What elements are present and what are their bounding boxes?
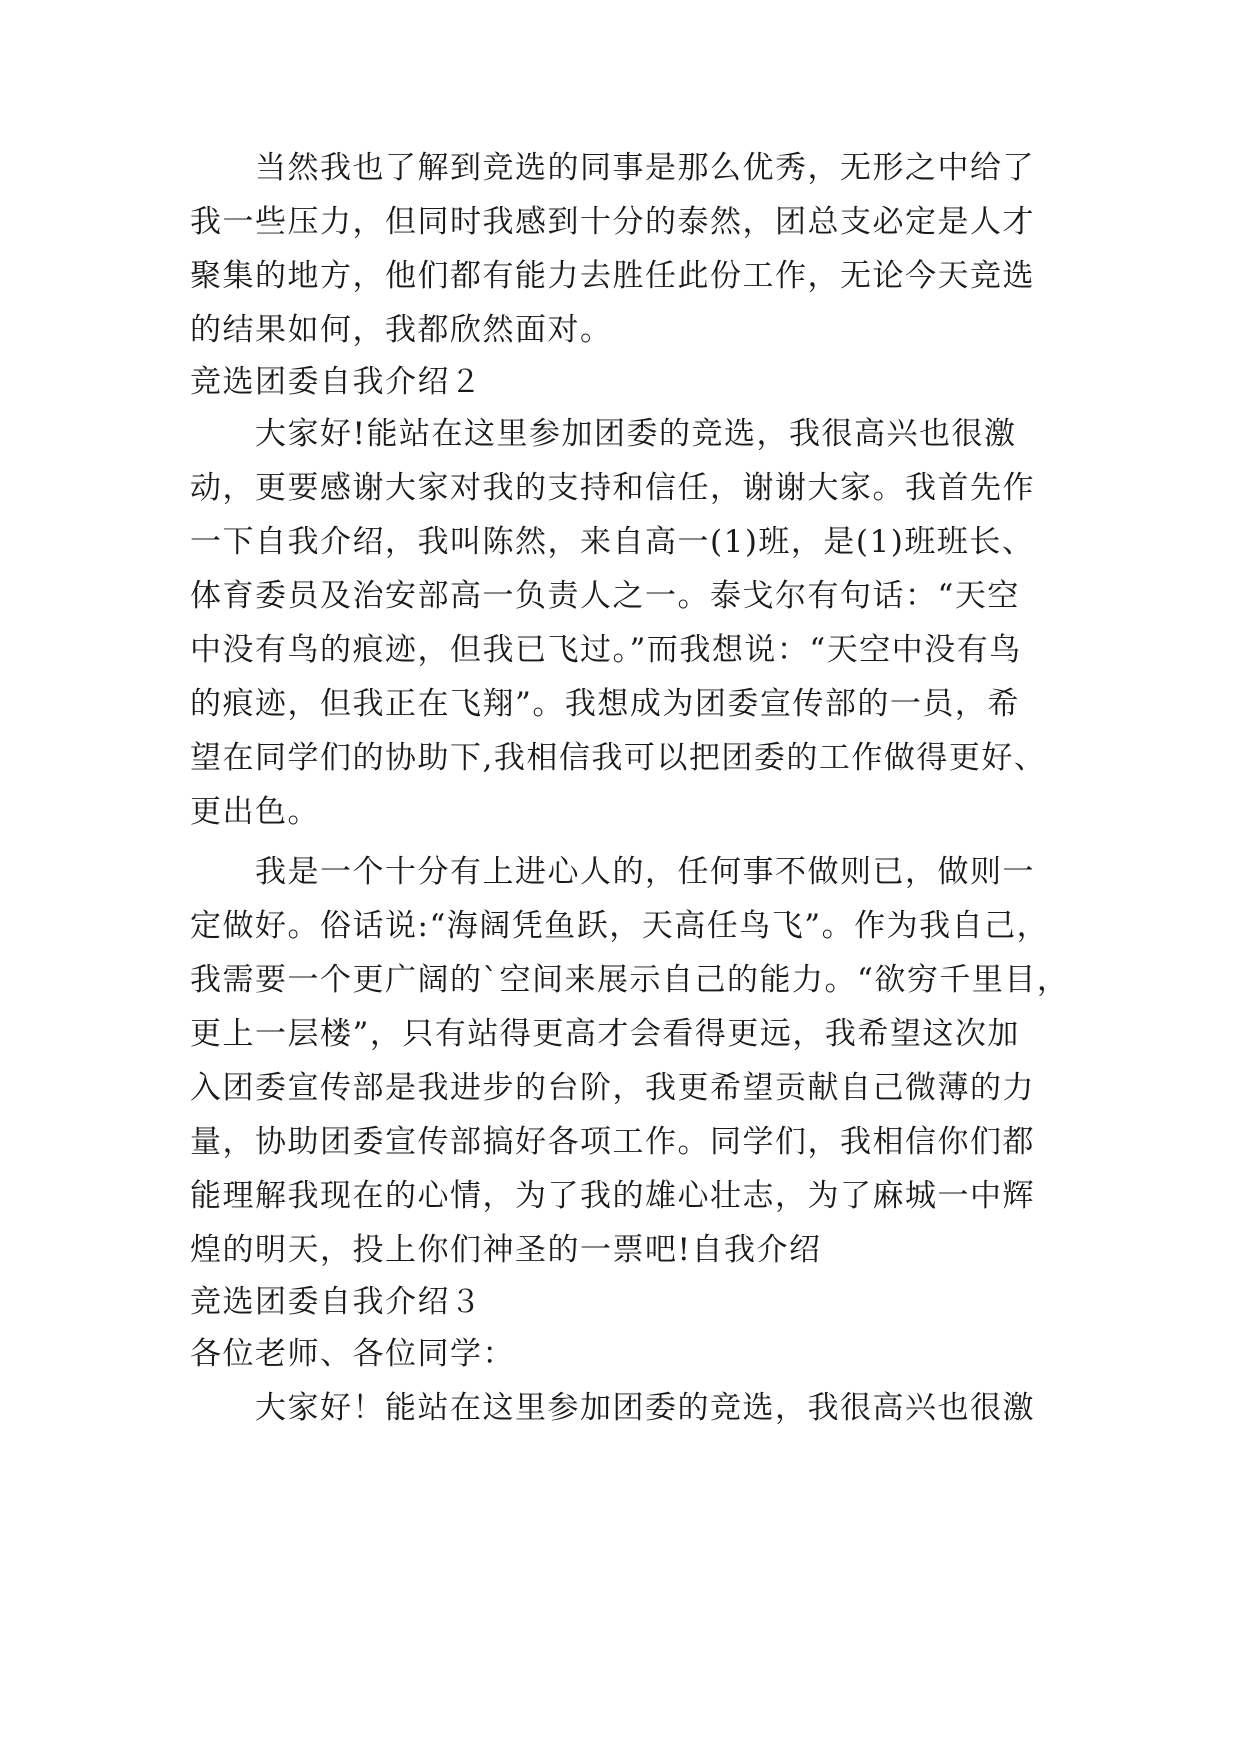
paragraph-line: 煌的明天，投上你们神圣的一票吧!自我介绍 <box>190 1232 822 1268</box>
paragraph-line: 我是一个十分有上进心人的，任何事不做则已，做则一 <box>255 854 1035 890</box>
paragraph-line: 中没有鸟的痕迹，但我已飞过。”而我想说：“天空中没有鸟 <box>190 632 1022 668</box>
paragraph-line: 的结果如何，我都欣然面对。 <box>190 312 613 348</box>
paragraph-line: 望在同学们的协助下,我相信我可以把团委的工作做得更好、 <box>190 740 1047 776</box>
paragraph-line: 更上一层楼”，只有站得更高才会看得更远，我希望这次加 <box>190 1016 1020 1052</box>
paragraph-line: 更出色。 <box>190 794 320 830</box>
paragraph-line: 能理解我现在的心情，为了我的雄心壮志，为了麻城一中辉 <box>190 1178 1035 1214</box>
paragraph-line: 量，协助团委宣传部搞好各项工作。同学们，我相信你们都 <box>190 1124 1035 1160</box>
section-heading: 竞选团委自我介绍３ <box>190 1284 483 1320</box>
paragraph-line: 入团委宣传部是我进步的台阶，我更希望贡献自己微薄的力 <box>190 1070 1035 1106</box>
paragraph-line: 大家好!能站在这里参加团委的竞选，我很高兴也很激 <box>255 416 1017 452</box>
paragraph-line: 动，更要感谢大家对我的支持和信任，谢谢大家。我首先作 <box>190 470 1035 506</box>
salutation-line: 各位老师、各位同学： <box>190 1336 515 1372</box>
paragraph-line: 的痕迹，但我正在飞翔”。我想成为团委宣传部的一员，希 <box>190 686 1020 722</box>
paragraph-line: 体育委员及治安部高一负责人之一。泰戈尔有句话：“天空 <box>190 578 1020 614</box>
paragraph-line: 定做好。俗话说:“海阔凭鱼跃，天高任鸟飞”。作为我自己， <box>190 908 1050 944</box>
paragraph-line: 聚集的地方，他们都有能力去胜任此份工作，无论今天竞选 <box>190 258 1035 294</box>
paragraph-line: 我一些压力，但同时我感到十分的泰然，团总支必定是人才 <box>190 204 1035 240</box>
paragraph-line: 一下自我介绍，我叫陈然，来自高一(1)班，是(1)班班长、 <box>190 524 1035 560</box>
paragraph-line: 大家好！能站在这里参加团委的竞选，我很高兴也很激 <box>255 1390 1035 1426</box>
paragraph-line: 当然我也了解到竞选的同事是那么优秀，无形之中给了 <box>255 150 1035 186</box>
paragraph-line: 我需要一个更广阔的`空间来展示自己的能力。“欲穷千里目， <box>190 962 1070 998</box>
section-heading: 竞选团委自我介绍２ <box>190 364 483 400</box>
